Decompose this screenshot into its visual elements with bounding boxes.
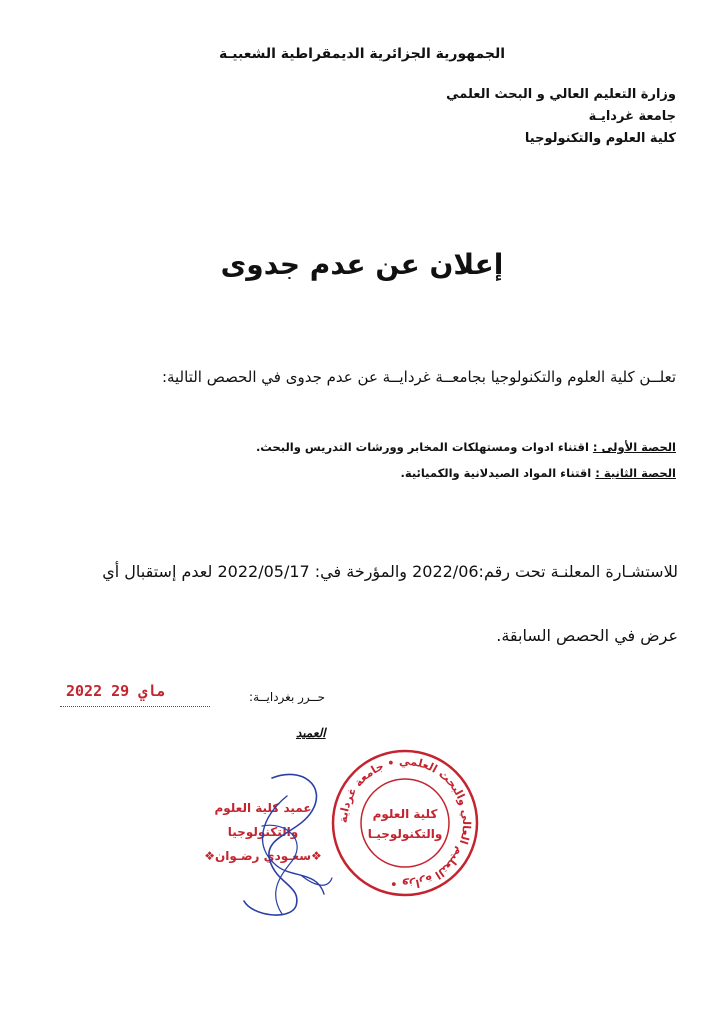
institution-header xyxy=(316,84,676,150)
seal-outer-ring xyxy=(333,751,477,895)
intro-paragraph: تعلــن كلية العلوم والتكنولوجيا بجامعــة غردايــة عن عدم جدوى في الحصص التالية: xyxy=(161,368,676,386)
seal-inner-ring xyxy=(361,779,449,867)
handwritten-signature xyxy=(232,766,342,926)
faculty-line: كلية العلوم والتكنولوجيا xyxy=(524,131,676,146)
reference-line-1: للاستشـارة المعلنـة تحت رقم:2022/06 والمؤرخة في: 2022/05/17 لعدم إستقبال أي xyxy=(102,562,678,581)
stamp-title-line: عميد كلية العلوم والتكنولوجيا xyxy=(214,801,312,839)
university-line: جامعة غردايـة xyxy=(588,109,676,124)
seal-ring-text: وزارة التعليم العالي والبحث العلمي • جامعة غرداية • xyxy=(336,754,474,892)
date-dotted-line xyxy=(60,706,210,707)
lot-label: الحصة الأولى : xyxy=(592,440,676,454)
republic-heading: الجمهورية الجزائرية الديمقراطية الشعبيـة xyxy=(218,46,505,62)
seal-center-line-2: والتكنولوجيـا xyxy=(367,827,443,841)
seal-center-line-1: كلية العلوم xyxy=(372,807,438,821)
stamp-name-line: ❖سعـودي رضـوان❖ xyxy=(204,849,322,863)
list-item xyxy=(76,460,676,486)
document-title: إعلان عن عدم جدوى xyxy=(220,248,504,281)
ministry-line: وزارة التعليم العالي و البحث العلمي xyxy=(446,87,676,102)
lot-text: اقتناء المواد الصيدلانية والكميائية. xyxy=(400,466,592,480)
list-item xyxy=(76,434,676,460)
date-stamp: 2022 ماي 29 xyxy=(66,682,166,700)
lot-text: اقتناء ادوات ومستهلكات المخابر وورشات التدريس والبحث. xyxy=(255,440,589,454)
done-at-label: حــرر بغردايــة: xyxy=(249,690,325,704)
reference-line-2: عرض في الحصص السابقة. xyxy=(496,626,678,645)
dean-label: العميد xyxy=(296,726,326,740)
lot-label: الحصة الثانية : xyxy=(595,466,676,480)
official-seal xyxy=(330,748,480,898)
lots-list xyxy=(76,434,676,486)
